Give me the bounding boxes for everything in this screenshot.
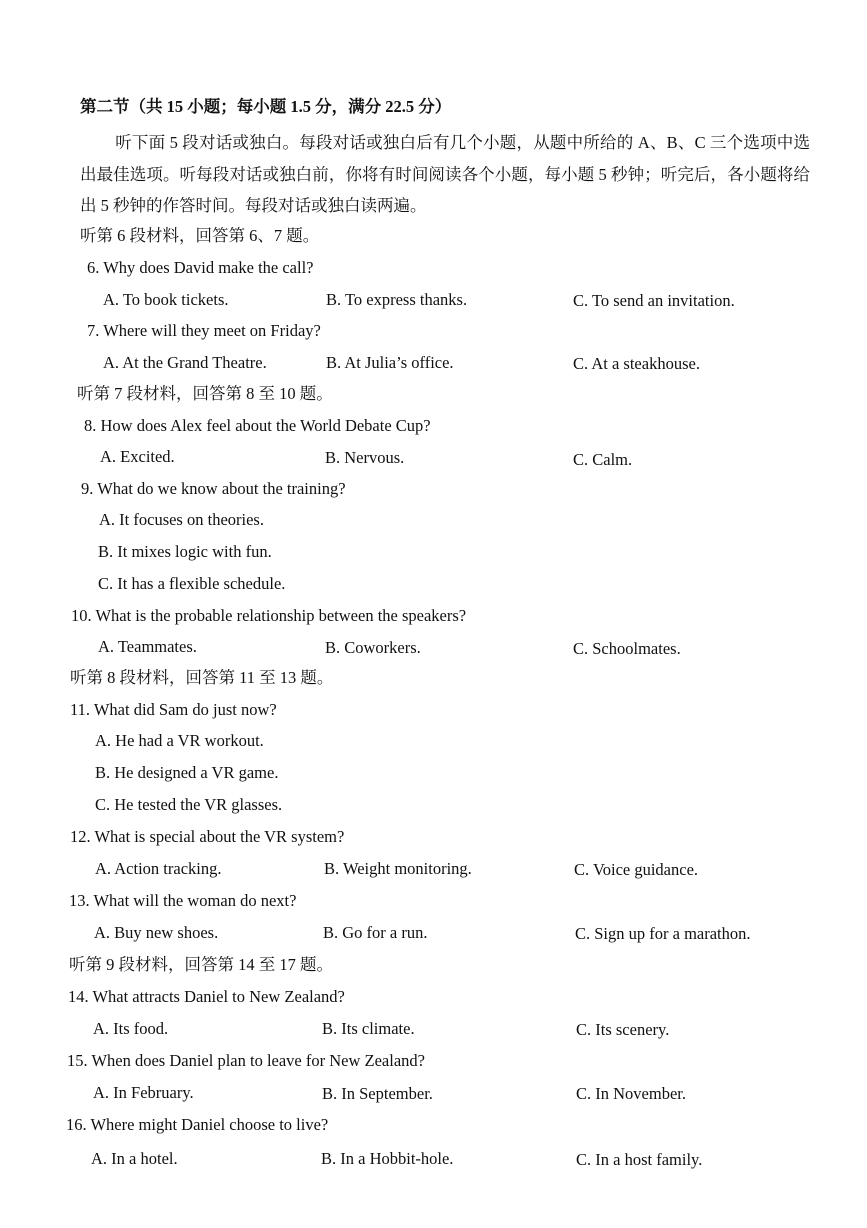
option-c: C. Schoolmates.	[573, 639, 681, 658]
option-a: A. Buy new shoes.	[94, 923, 219, 942]
passage-intro: 听第 6 段材料，回答第 6、7 题。	[80, 226, 320, 245]
option-b: B. He designed a VR game.	[95, 763, 279, 782]
option-a: A. In a hotel.	[91, 1149, 178, 1168]
instructions-paragraph	[80, 127, 810, 222]
option-a: A. Excited.	[100, 447, 175, 466]
section-heading: 第二节（共 15 小题；每小题 1.5 分，满分 22.5 分）	[80, 97, 452, 116]
option-b: B. It mixes logic with fun.	[98, 542, 272, 561]
passage-intro: 听第 7 段材料，回答第 8 至 10 题。	[77, 384, 333, 403]
option-a: A. Teammates.	[98, 637, 197, 656]
option-c: C. In a host family.	[576, 1150, 703, 1169]
option-a: A. To book tickets.	[103, 290, 229, 309]
passage-intro: 听第 9 段材料，回答第 14 至 17 题。	[69, 955, 333, 974]
question-stem: 12. What is special about the VR system?	[70, 827, 345, 846]
question-stem: 10. What is the probable relationship between the speakers?	[71, 606, 467, 625]
option-c: C. To send an invitation.	[573, 291, 735, 310]
option-b: B. At Julia’s office.	[326, 353, 454, 372]
question-stem: 8. How does Alex feel about the World Debate Cup?	[84, 416, 431, 435]
option-c: C. In November.	[576, 1084, 686, 1103]
option-a: A. Its food.	[93, 1019, 169, 1038]
option-c: C. Sign up for a marathon.	[575, 924, 751, 943]
question-stem: 7. Where will they meet on Friday?	[87, 321, 321, 340]
option-a: A. At the Grand Theatre.	[103, 353, 267, 372]
option-c: C. It has a flexible schedule.	[98, 574, 286, 593]
option-c: C. Its scenery.	[576, 1020, 670, 1039]
option-a: A. In February.	[93, 1083, 194, 1102]
option-a: A. He had a VR workout.	[95, 731, 264, 750]
option-b: B. To express thanks.	[326, 290, 468, 309]
option-b: B. Weight monitoring.	[324, 859, 472, 878]
option-b: B. Coworkers.	[325, 638, 421, 657]
question-stem: 16. Where might Daniel choose to live?	[66, 1115, 329, 1134]
question-stem: 11. What did Sam do just now?	[70, 700, 277, 719]
option-b: B. Its climate.	[322, 1019, 415, 1038]
option-b: B. Go for a run.	[323, 923, 428, 942]
question-stem: 13. What will the woman do next?	[69, 891, 297, 910]
option-b: B. In a Hobbit-hole.	[321, 1149, 454, 1168]
option-a: A. Action tracking.	[95, 859, 222, 878]
question-stem: 9. What do we know about the training?	[81, 479, 346, 498]
instructions-text: 听下面 5 段对话或独白。每段对话或独白后有几个小题，从题中所给的 A、B、C 三个选项中选出最佳选项。听每段对话或独白前，你将有时间阅读各个小题，每小题 5 秒钟；听完后，各小题将给出 5 秒钟的作答时间。每段对话或独白读两遍。	[80, 133, 811, 215]
question-stem: 14. What attracts Daniel to New Zealand?	[68, 987, 345, 1006]
question-stem: 15. When does Daniel plan to leave for New Zealand?	[67, 1051, 425, 1070]
option-c: C. Calm.	[573, 450, 633, 469]
option-b: B. In September.	[322, 1084, 433, 1103]
question-stem: 6. Why does David make the call?	[87, 258, 314, 277]
passage-intro: 听第 8 段材料，回答第 11 至 13 题。	[70, 668, 334, 687]
option-c: C. He tested the VR glasses.	[95, 795, 283, 814]
option-a: A. It focuses on theories.	[99, 510, 264, 529]
option-c: C. At a steakhouse.	[573, 354, 700, 373]
option-b: B. Nervous.	[325, 448, 405, 467]
option-c: C. Voice guidance.	[574, 860, 699, 879]
